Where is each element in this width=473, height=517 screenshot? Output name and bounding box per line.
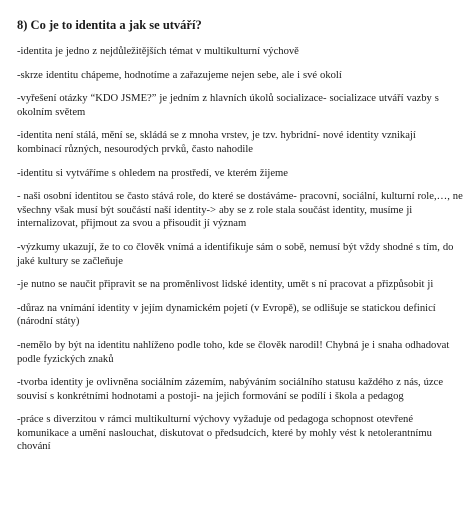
bullet-item-3: -vyřešení otázky “KDO JSME?” je jedním z hlavních úkolů socializace- socializace utváří vazby s okolním světem xyxy=(17,93,439,118)
bullet-item-10: -nemělo by být na identitu nahlíženo podle toho, kde se člověk narodil! Chybná je i snaha odhadovat podle fyzických znaků xyxy=(17,339,450,365)
bullet-item-4: -identita není stálá, mění se, skládá se z mnoha vrstev, je tzv. hybridní- nové identity vznikají kombinací různých, nesourodých prvků, často nahodile xyxy=(17,130,416,155)
bullet-item-12: -práce s diverzitou v rámci multikulturní výchovy vyžaduje od pedagoga schopnost otevřené komunikace a umění naslouchat, diskutovat o předsudcích, které by mohly vést k netolerantnímu chování xyxy=(17,414,432,453)
bullet-item-8: -je nutno se naučit připravit se na proměnlivost lidské identity, umět s ní pracovat a přizpůsobit ji xyxy=(17,279,434,291)
bullet-item-1: -identita je jedno z nejdůležitějších témat v multikulturní výchově xyxy=(17,46,299,57)
bullet-item-6: - naši osobní identitou se často stává role, do které se dostáváme- pracovní, sociální, kulturní role,…, ne všechny však musí být součástí naší identity-> aby se z role stala součást identity, musíme ji internalizovat, přijmout za svou a přisoudit jí význam xyxy=(17,191,463,230)
bullet-item-7: -výzkumy ukazují, že to co člověk vnímá a identifikuje sám o sobě, nemusí být vždy shodné s tím, do jaké kultury se začleňuje xyxy=(17,241,454,267)
bullet-item-5: -identitu si vytváříme s ohledem na prostředí, ve kterém žijeme xyxy=(17,167,288,179)
bullet-item-11: -tvorba identity je ovlivněna sociálním zázemím, nabýváním sociálního statusu každého z nás, úzce souvisí s konkrétními hodnotami a postoji- na jejich formování se podílí i škola a pedagog xyxy=(17,377,444,402)
section-heading: 8) Co je to identita a jak se utváří? xyxy=(17,18,202,32)
bullet-item-9: -důraz na vnímání identity v jejím dynamickém pojetí (v Evropě), se odlišuje se statickou definicí (národní státy) xyxy=(17,302,436,328)
bullet-item-2: -skrze identitu chápeme, hodnotíme a zařazujeme nejen sebe, ale i své okolí xyxy=(17,69,342,81)
